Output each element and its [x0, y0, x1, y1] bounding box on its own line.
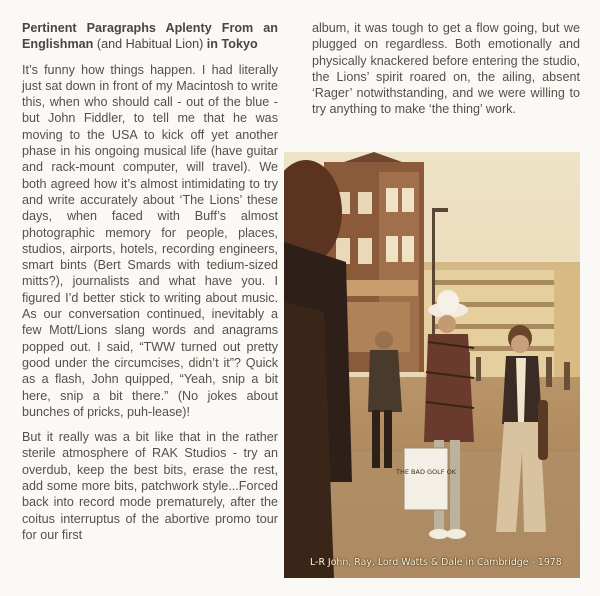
left-column — [22, 20, 278, 552]
heading-light-part: (and Habitual Lion) — [96, 37, 204, 52]
paragraph-3: album, it was tough to get a flow going, but we plugged on regardless. Both emotionally and physically knackered before entering the studio, the Lions’ spirit roared on, the ailing, absent ‘Rager’ notwithstanding, and we were willing to try anything to make ‘the thing’ work. — [312, 21, 580, 117]
band-photo — [284, 152, 580, 578]
paragraph-1: It’s funny how things happen. I had literally just sat down in front of my Macintosh to write this, when who should call - out of the blue - but John Fiddler, to tell me that he was moving to the USA to kick off yet another phase in his ongoing musical life (have guitar and rack-mount computer, will travel). We both agreed how it’s almost intimidating to try and write accurately about ‘The Lions’ these days, when faced with Buff’s almost photographic memory for people, places, studios, airports, hotels, recording engineers, smart bints (Bert Smards with tedium-sized mitts?), journalists and what have you. I figured I’d better stick to writing about music. As our conversation continued, inevitably a few Mott/Lions slang words and anagrams popped out. I said, “TWW turned out pretty good under the circumcises, didn’t it”? Quick as a flash, John quipped, “Yeah, snip a bit here, snip a bit there.” (No jokes about bunches of pricks, puh-lease)! — [22, 62, 278, 419]
heading-bold-suffix: in Tokyo — [206, 37, 258, 52]
heading-bold-part: Pertinent Paragraphs Aplenty From an Englishman — [22, 21, 278, 52]
band-photo-illustration — [284, 152, 580, 578]
photo-caption: L-R John, Ray, Lord Watts & Dale in Cambridge - 1978 — [310, 557, 562, 568]
article-heading — [22, 20, 278, 53]
right-column-text — [312, 20, 580, 118]
bag-text: THE BAD GOLF OK — [396, 468, 456, 476]
paragraph-2: But it really was a bit like that in the rather sterile atmosphere of RAK Studios - try an overdub, keep the best bits, erase the rest, add some more bits, patchwork style...Forced back into record mode prematurely, after the coitus interruptus of the abortive promo tour for our first — [22, 430, 278, 542]
